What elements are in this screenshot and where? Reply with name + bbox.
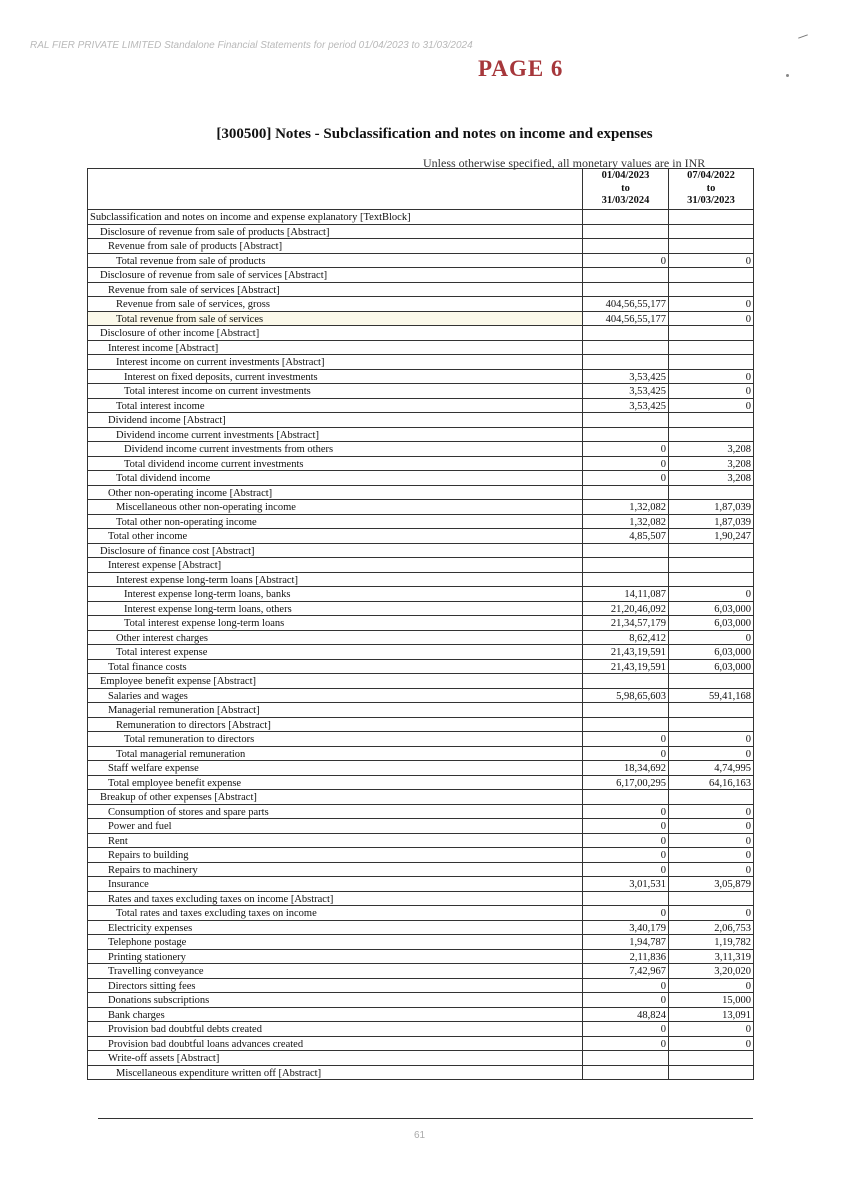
header-current-period (583, 169, 669, 210)
previous-period-value (669, 282, 754, 297)
previous-period-value (669, 790, 754, 805)
current-period-value: 5,98,65,603 (583, 688, 669, 703)
previous-period-value (669, 1065, 754, 1080)
page-label: PAGE 6 (478, 56, 564, 81)
current-period-value: 0 (583, 456, 669, 471)
previous-period-value (669, 674, 754, 689)
row-label: Breakup of other expenses [Abstract] (88, 790, 583, 805)
row-label: Disclosure of finance cost [Abstract] (88, 543, 583, 558)
notes-table (87, 168, 754, 1080)
row-label: Total finance costs (88, 659, 583, 674)
row-label: Managerial remuneration [Abstract] (88, 703, 583, 718)
table-row (88, 935, 754, 950)
row-label: Donations subscriptions (88, 993, 583, 1008)
table-row (88, 877, 754, 892)
table-row (88, 543, 754, 558)
current-period-value (583, 413, 669, 428)
previous-period-value: 3,11,319 (669, 949, 754, 964)
row-label: Travelling conveyance (88, 964, 583, 979)
row-label: Salaries and wages (88, 688, 583, 703)
row-label: Dividend income current investments from others (88, 442, 583, 457)
table-row (88, 1022, 754, 1037)
previous-period-value: 0 (669, 862, 754, 877)
row-label: Interest expense long-term loans, others (88, 601, 583, 616)
row-label: Total dividend income current investments (88, 456, 583, 471)
table-row (88, 993, 754, 1008)
table-row (88, 688, 754, 703)
row-label: Electricity expenses (88, 920, 583, 935)
current-period-value: 4,85,507 (583, 529, 669, 544)
row-label: Total remuneration to directors (88, 732, 583, 747)
row-label: Disclosure of revenue from sale of services [Abstract] (88, 268, 583, 283)
table-row (88, 398, 754, 413)
previous-period-value (669, 558, 754, 573)
table-body (88, 210, 754, 1080)
table-row (88, 297, 754, 312)
current-period-value: 14,11,087 (583, 587, 669, 602)
table-row (88, 601, 754, 616)
previous-period-value (669, 268, 754, 283)
previous-period-value: 0 (669, 906, 754, 921)
previous-period-value (669, 427, 754, 442)
current-period-value (583, 239, 669, 254)
table-row (88, 572, 754, 587)
table-row (88, 1007, 754, 1022)
row-label: Total interest income (88, 398, 583, 413)
current-period-value: 21,34,57,179 (583, 616, 669, 631)
current-period-value: 404,56,55,177 (583, 311, 669, 326)
current-period-value (583, 558, 669, 573)
current-period-value (583, 355, 669, 370)
current-period-value: 0 (583, 1036, 669, 1051)
previous-period-value: 64,16,163 (669, 775, 754, 790)
table-row (88, 442, 754, 457)
table-row (88, 746, 754, 761)
header-current-to: to (621, 182, 630, 194)
row-label: Remuneration to directors [Abstract] (88, 717, 583, 732)
previous-period-value: 0 (669, 369, 754, 384)
current-period-value: 0 (583, 906, 669, 921)
table-row (88, 833, 754, 848)
previous-period-value: 15,000 (669, 993, 754, 1008)
previous-period-value: 0 (669, 384, 754, 399)
previous-period-value (669, 210, 754, 225)
previous-period-value: 0 (669, 398, 754, 413)
table-row (88, 949, 754, 964)
previous-period-value: 1,19,782 (669, 935, 754, 950)
row-label: Revenue from sale of products [Abstract] (88, 239, 583, 254)
previous-period-value: 2,06,753 (669, 920, 754, 935)
previous-period-value (669, 717, 754, 732)
scan-mark (798, 34, 808, 38)
row-label: Write-off assets [Abstract] (88, 1051, 583, 1066)
table-row (88, 804, 754, 819)
previous-period-value (669, 326, 754, 341)
table-row (88, 616, 754, 631)
previous-period-value: 3,208 (669, 456, 754, 471)
table-header-row (88, 169, 754, 210)
table-row (88, 848, 754, 863)
current-period-value: 8,62,412 (583, 630, 669, 645)
current-period-value (583, 1065, 669, 1080)
row-label: Total revenue from sale of services (88, 311, 583, 326)
table-row (88, 920, 754, 935)
row-label: Employee benefit expense [Abstract] (88, 674, 583, 689)
previous-period-value: 0 (669, 587, 754, 602)
current-period-value (583, 485, 669, 500)
row-label: Telephone postage (88, 935, 583, 950)
table-row (88, 355, 754, 370)
table-row (88, 340, 754, 355)
row-label: Total revenue from sale of products (88, 253, 583, 268)
current-period-value (583, 1051, 669, 1066)
footer-page-number: 61 (414, 1130, 426, 1141)
row-label: Total interest income on current investments (88, 384, 583, 399)
table-row (88, 732, 754, 747)
row-label: Interest on fixed deposits, current investments (88, 369, 583, 384)
row-label: Disclosure of other income [Abstract] (88, 326, 583, 341)
row-label: Subclassification and notes on income and expense explanatory [TextBlock] (88, 210, 583, 225)
current-period-value: 0 (583, 833, 669, 848)
table-row (88, 630, 754, 645)
row-label: Total interest expense (88, 645, 583, 660)
previous-period-value: 13,091 (669, 1007, 754, 1022)
row-label: Total interest expense long-term loans (88, 616, 583, 631)
previous-period-value: 59,41,168 (669, 688, 754, 703)
previous-period-value (669, 355, 754, 370)
current-period-value: 1,32,082 (583, 500, 669, 515)
table-row (88, 268, 754, 283)
row-label: Total other non-operating income (88, 514, 583, 529)
table-row (88, 558, 754, 573)
current-period-value (583, 543, 669, 558)
current-period-value: 1,32,082 (583, 514, 669, 529)
row-label: Consumption of stores and spare parts (88, 804, 583, 819)
row-label: Disclosure of revenue from sale of products [Abstract] (88, 224, 583, 239)
current-period-value: 48,824 (583, 1007, 669, 1022)
previous-period-value: 6,03,000 (669, 645, 754, 660)
current-period-value: 0 (583, 848, 669, 863)
current-period-value: 3,40,179 (583, 920, 669, 935)
current-period-value: 3,01,531 (583, 877, 669, 892)
header-previous-period (669, 169, 754, 210)
current-period-value (583, 340, 669, 355)
previous-period-value: 3,208 (669, 442, 754, 457)
previous-period-value: 3,05,879 (669, 877, 754, 892)
previous-period-value: 0 (669, 848, 754, 863)
row-label: Total other income (88, 529, 583, 544)
table-row (88, 485, 754, 500)
row-label: Interest expense long-term loans, banks (88, 587, 583, 602)
row-label: Interest income [Abstract] (88, 340, 583, 355)
previous-period-value: 1,90,247 (669, 529, 754, 544)
current-period-value: 2,11,836 (583, 949, 669, 964)
row-label: Interest income on current investments [Abstract] (88, 355, 583, 370)
table-row (88, 659, 754, 674)
table-row (88, 326, 754, 341)
scan-mark-dot (786, 74, 789, 77)
header-previous-from: 07/04/2022 (687, 170, 735, 182)
row-label: Miscellaneous other non-operating income (88, 500, 583, 515)
current-period-value: 3,53,425 (583, 384, 669, 399)
row-label: Printing stationery (88, 949, 583, 964)
current-period-value: 0 (583, 862, 669, 877)
header-label-cell (88, 169, 583, 210)
previous-period-value (669, 340, 754, 355)
previous-period-value: 0 (669, 311, 754, 326)
previous-period-value (669, 543, 754, 558)
current-period-value: 0 (583, 732, 669, 747)
row-label: Dividend income [Abstract] (88, 413, 583, 428)
current-period-value (583, 326, 669, 341)
previous-period-value: 0 (669, 630, 754, 645)
current-period-value (583, 790, 669, 805)
table-row (88, 282, 754, 297)
table-row (88, 384, 754, 399)
previous-period-value (669, 572, 754, 587)
previous-period-value (669, 239, 754, 254)
row-label: Power and fuel (88, 819, 583, 834)
table-row (88, 587, 754, 602)
current-period-value: 1,94,787 (583, 935, 669, 950)
row-label: Total dividend income (88, 471, 583, 486)
row-label: Insurance (88, 877, 583, 892)
previous-period-value: 0 (669, 819, 754, 834)
current-period-value: 6,17,00,295 (583, 775, 669, 790)
row-label: Bank charges (88, 1007, 583, 1022)
row-label: Total employee benefit expense (88, 775, 583, 790)
table-row (88, 891, 754, 906)
current-period-value: 0 (583, 993, 669, 1008)
header-current-end: 31/03/2024 (601, 195, 650, 207)
table-row (88, 775, 754, 790)
row-label: Other interest charges (88, 630, 583, 645)
previous-period-value: 0 (669, 297, 754, 312)
table-row (88, 819, 754, 834)
table-row (88, 500, 754, 515)
previous-period-value (669, 1051, 754, 1066)
header-previous-to: to (706, 182, 716, 194)
table-row (88, 471, 754, 486)
row-label: Repairs to machinery (88, 862, 583, 877)
previous-period-value: 0 (669, 978, 754, 993)
current-period-value: 0 (583, 442, 669, 457)
table-row (88, 210, 754, 225)
table-row (88, 703, 754, 718)
previous-period-value: 0 (669, 1036, 754, 1051)
previous-period-value: 0 (669, 253, 754, 268)
row-label: Repairs to building (88, 848, 583, 863)
table-row (88, 239, 754, 254)
current-period-value: 0 (583, 978, 669, 993)
current-period-value (583, 282, 669, 297)
table-row (88, 311, 754, 326)
previous-period-value: 3,20,020 (669, 964, 754, 979)
document-header: RAL FIER PRIVATE LIMITED Standalone Financial Statements for period 01/04/2023 to 31/03/2024 (30, 40, 473, 51)
current-period-value: 21,43,19,591 (583, 659, 669, 674)
previous-period-value (669, 703, 754, 718)
table-row (88, 369, 754, 384)
current-period-value: 18,34,692 (583, 761, 669, 776)
current-period-value: 0 (583, 1022, 669, 1037)
table-row (88, 862, 754, 877)
row-label: Dividend income current investments [Abstract] (88, 427, 583, 442)
table-row (88, 1036, 754, 1051)
row-label: Total rates and taxes excluding taxes on income (88, 906, 583, 921)
row-label: Interest expense long-term loans [Abstract] (88, 572, 583, 587)
previous-period-value: 6,03,000 (669, 601, 754, 616)
table-row (88, 964, 754, 979)
current-period-value: 0 (583, 746, 669, 761)
current-period-value: 21,20,46,092 (583, 601, 669, 616)
current-period-value (583, 268, 669, 283)
previous-period-value (669, 413, 754, 428)
bottom-rule (98, 1118, 753, 1119)
row-label: Rent (88, 833, 583, 848)
table-row (88, 413, 754, 428)
current-period-value (583, 717, 669, 732)
previous-period-value: 6,03,000 (669, 659, 754, 674)
table-row (88, 645, 754, 660)
row-label: Interest expense [Abstract] (88, 558, 583, 573)
table-row (88, 514, 754, 529)
previous-period-value: 1,87,039 (669, 514, 754, 529)
previous-period-value: 0 (669, 746, 754, 761)
row-label: Other non-operating income [Abstract] (88, 485, 583, 500)
table-row (88, 427, 754, 442)
row-label: Provision bad doubtful debts created (88, 1022, 583, 1037)
row-label: Total managerial remuneration (88, 746, 583, 761)
table-row (88, 224, 754, 239)
previous-period-value: 6,03,000 (669, 616, 754, 631)
current-period-value: 3,53,425 (583, 369, 669, 384)
previous-period-value: 0 (669, 804, 754, 819)
table-row (88, 674, 754, 689)
current-period-value: 0 (583, 819, 669, 834)
table-row (88, 253, 754, 268)
current-period-value: 0 (583, 253, 669, 268)
header-current-from: 01/04/2023 (601, 170, 650, 182)
row-label: Directors sitting fees (88, 978, 583, 993)
current-period-value: 3,53,425 (583, 398, 669, 413)
current-period-value (583, 674, 669, 689)
table-row (88, 906, 754, 921)
table-row (88, 456, 754, 471)
current-period-value: 21,43,19,591 (583, 645, 669, 660)
table-row (88, 790, 754, 805)
current-period-value (583, 210, 669, 225)
previous-period-value: 1,87,039 (669, 500, 754, 515)
row-label: Rates and taxes excluding taxes on income [Abstract] (88, 891, 583, 906)
current-period-value: 404,56,55,177 (583, 297, 669, 312)
row-label: Miscellaneous expenditure written off [Abstract] (88, 1065, 583, 1080)
previous-period-value (669, 891, 754, 906)
table-row (88, 529, 754, 544)
current-period-value (583, 224, 669, 239)
previous-period-value: 0 (669, 1022, 754, 1037)
previous-period-value (669, 224, 754, 239)
current-period-value: 0 (583, 471, 669, 486)
current-period-value: 0 (583, 804, 669, 819)
row-label: Revenue from sale of services [Abstract] (88, 282, 583, 297)
header-previous-end: 31/03/2023 (687, 195, 735, 207)
current-period-value (583, 891, 669, 906)
current-period-value (583, 427, 669, 442)
current-period-value: 7,42,967 (583, 964, 669, 979)
previous-period-value: 0 (669, 833, 754, 848)
unit-note: Unless otherwise specified, all monetary values are in INR (423, 156, 706, 170)
previous-period-value (669, 485, 754, 500)
table-row (88, 717, 754, 732)
section-title: [300500] Notes - Subclassification and notes on income and expenses (216, 126, 653, 142)
previous-period-value: 4,74,995 (669, 761, 754, 776)
current-period-value (583, 703, 669, 718)
row-label: Provision bad doubtful loans advances created (88, 1036, 583, 1051)
table-row (88, 761, 754, 776)
previous-period-value: 0 (669, 732, 754, 747)
row-label: Revenue from sale of services, gross (88, 297, 583, 312)
current-period-value (583, 572, 669, 587)
table-row (88, 1051, 754, 1066)
table-row (88, 1065, 754, 1080)
row-label: Staff welfare expense (88, 761, 583, 776)
previous-period-value: 3,208 (669, 471, 754, 486)
table-row (88, 978, 754, 993)
